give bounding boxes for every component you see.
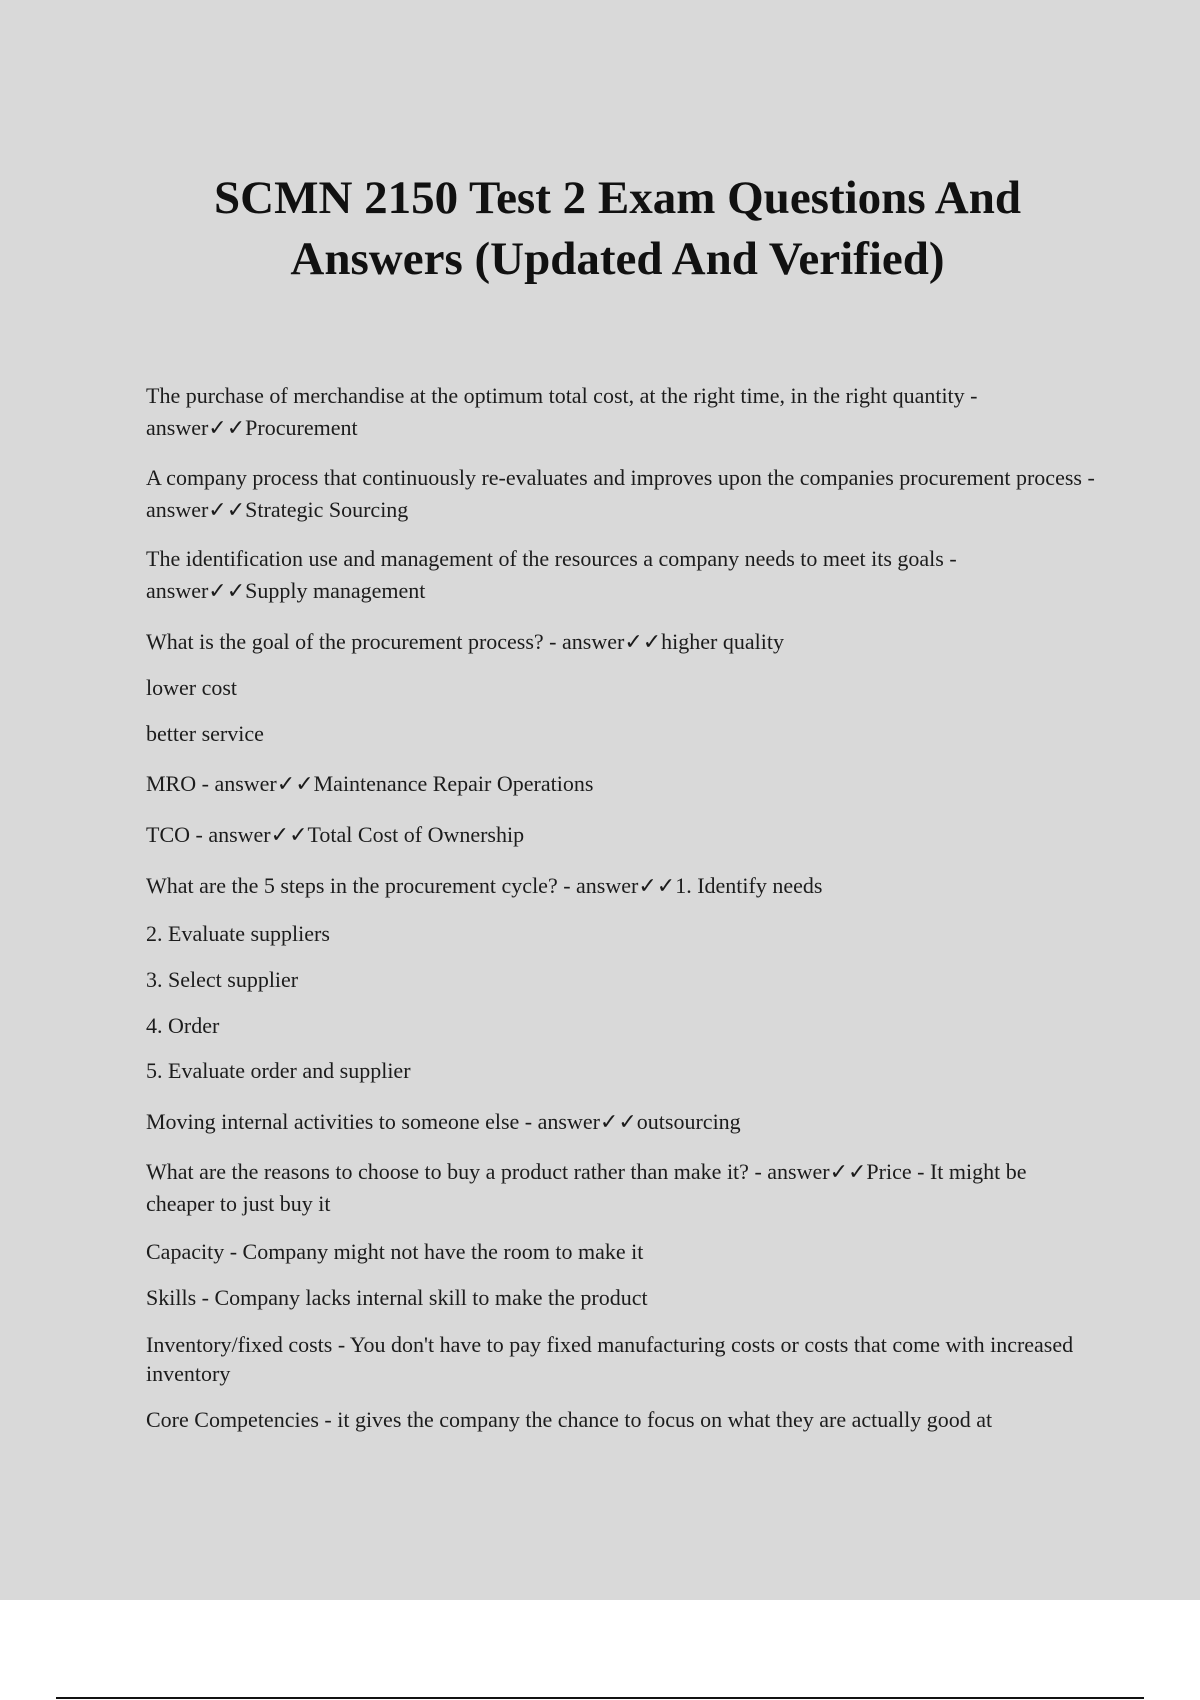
title-line-1: SCMN 2150 Test 2 Exam Questions And bbox=[214, 172, 1021, 224]
qa-item: What is the goal of the procurement process? - answer✓✓higher quality bbox=[146, 629, 784, 654]
qa-item: What are the reasons to choose to buy a product rather than make it? - answer✓✓Price - It might be cheaper to just buy it bbox=[146, 1159, 1027, 1216]
qa-item: Skills - Company lacks internal skill to make the product bbox=[146, 1285, 648, 1310]
qa-item: 2. Evaluate suppliers bbox=[146, 921, 330, 946]
title-line-2: Answers (Updated And Verified) bbox=[290, 233, 945, 285]
qa-item: The purchase of merchandise at the optimum total cost, at the right time, in the right quantity - answer✓✓Procurement bbox=[146, 383, 978, 440]
qa-item: better service bbox=[146, 721, 264, 746]
qa-item: TCO - answer✓✓Total Cost of Ownership bbox=[146, 822, 525, 847]
qa-item: What are the 5 steps in the procurement cycle? - answer✓✓1. Identify needs bbox=[146, 873, 823, 898]
qa-item: A company process that continuously re-evaluates and improves upon the companies procurement process - answer✓✓Strategic Sourcing bbox=[146, 465, 1095, 522]
qa-item: Capacity - Company might not have the room to make it bbox=[146, 1239, 644, 1264]
qa-item: 5. Evaluate order and supplier bbox=[146, 1058, 411, 1083]
qa-item: 3. Select supplier bbox=[146, 967, 299, 992]
document-title bbox=[0, 168, 1200, 290]
qa-item: 4. Order bbox=[146, 1013, 220, 1038]
footer-divider bbox=[56, 1697, 1144, 1699]
qa-item: MRO - answer✓✓Maintenance Repair Operations bbox=[146, 771, 594, 796]
qa-item: Moving internal activities to someone else - answer✓✓outsourcing bbox=[146, 1109, 741, 1134]
qa-item: lower cost bbox=[146, 675, 238, 700]
qa-item: The identification use and management of the resources a company needs to meet its goals - answer✓✓Supply management bbox=[146, 546, 957, 603]
qa-item: Core Competencies - it gives the company the chance to focus on what they are actually good at bbox=[146, 1407, 993, 1432]
qa-item: Inventory/fixed costs - You don't have to pay fixed manufacturing costs or costs that come with increased inventory bbox=[146, 1332, 1074, 1386]
